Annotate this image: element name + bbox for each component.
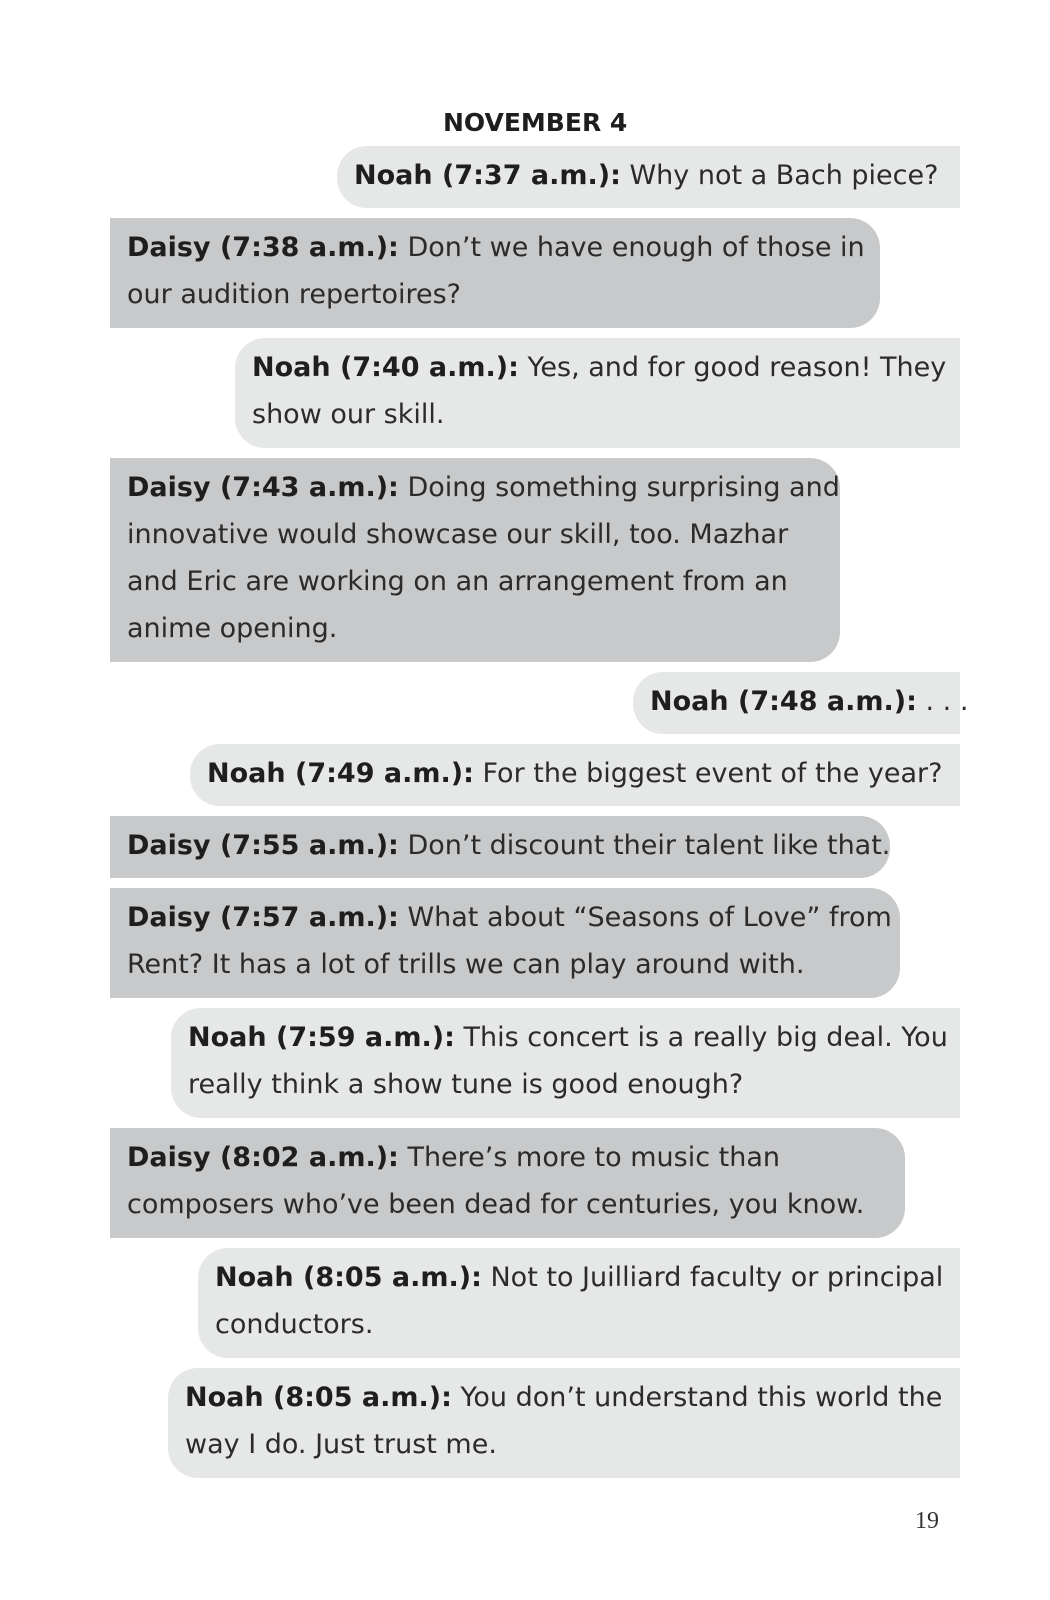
message-text-line: anime opening. — [127, 613, 338, 644]
message-bubble-daisy — [110, 218, 880, 328]
page-number: 19 — [915, 1508, 939, 1534]
message-text-line: Doing something surprising and — [407, 472, 840, 503]
message-text-line: . . . — [925, 686, 969, 717]
message-bubble-noah — [168, 1368, 960, 1478]
message-speaker: Noah (7:48 a.m.): — [650, 686, 917, 717]
message-text-line: way I do. Just trust me. — [185, 1429, 497, 1460]
message-text-line: show our skill. — [252, 399, 445, 430]
message-bubble-noah — [633, 672, 969, 734]
message-text-line: Yes, and for good reason! They — [527, 352, 947, 383]
message-text-line: and Eric are working on an arrangement from an — [127, 566, 788, 597]
message-text-line: composers who’ve been dead for centuries, you know. — [127, 1189, 865, 1220]
message-text-line: Don’t we have enough of those in — [407, 232, 865, 263]
message-speaker: Noah (7:40 a.m.): — [252, 352, 519, 383]
message-speaker: Noah (8:05 a.m.): — [215, 1262, 482, 1293]
message-text-line: Rent? It has a lot of trills we can play around with. — [127, 949, 805, 980]
message-bubble-noah — [198, 1248, 960, 1358]
message-text-line: our audition repertoires? — [127, 279, 462, 310]
message-text-line: There’s more to music than — [407, 1142, 780, 1173]
message-bubble-daisy — [110, 816, 890, 878]
message-bubble-daisy — [110, 458, 840, 662]
message-bubble-noah — [190, 744, 960, 806]
message-speaker: Noah (8:05 a.m.): — [185, 1382, 452, 1413]
message-speaker: Daisy (7:57 a.m.): — [127, 902, 399, 933]
message-speaker: Daisy (7:55 a.m.): — [127, 830, 399, 861]
message-bubble-noah — [337, 146, 960, 208]
message-text-line: Not to Juilliard faculty or principal — [490, 1262, 944, 1293]
message-bubble-noah — [171, 1008, 960, 1118]
message-bubble-daisy — [110, 888, 900, 998]
message-text-line: For the biggest event of the year? — [482, 758, 943, 789]
message-bubble-daisy — [110, 1128, 905, 1238]
message-text-line: innovative would showcase our skill, too. Mazhar — [127, 519, 789, 550]
message-speaker: Daisy (7:43 a.m.): — [127, 472, 399, 503]
message-speaker: Daisy (7:38 a.m.): — [127, 232, 399, 263]
message-speaker: Noah (7:49 a.m.): — [207, 758, 474, 789]
message-text-line: You don’t understand this world the — [460, 1382, 943, 1413]
date-heading: NOVEMBER 4 — [443, 108, 628, 137]
message-speaker: Noah (7:59 a.m.): — [188, 1022, 455, 1053]
message-text-line: Don’t discount their talent like that. — [407, 830, 891, 861]
message-text-line: really think a show tune is good enough? — [188, 1069, 744, 1100]
message-text-line: This concert is a really big deal. You — [463, 1022, 948, 1053]
message-text-line: What about “Seasons of Love” from — [407, 902, 892, 933]
message-speaker: Noah (7:37 a.m.): — [354, 160, 621, 191]
message-bubble-noah — [235, 338, 960, 448]
message-speaker: Daisy (8:02 a.m.): — [127, 1142, 399, 1173]
message-text-line: conductors. — [215, 1309, 374, 1340]
message-text-line: Why not a Bach piece? — [629, 160, 939, 191]
